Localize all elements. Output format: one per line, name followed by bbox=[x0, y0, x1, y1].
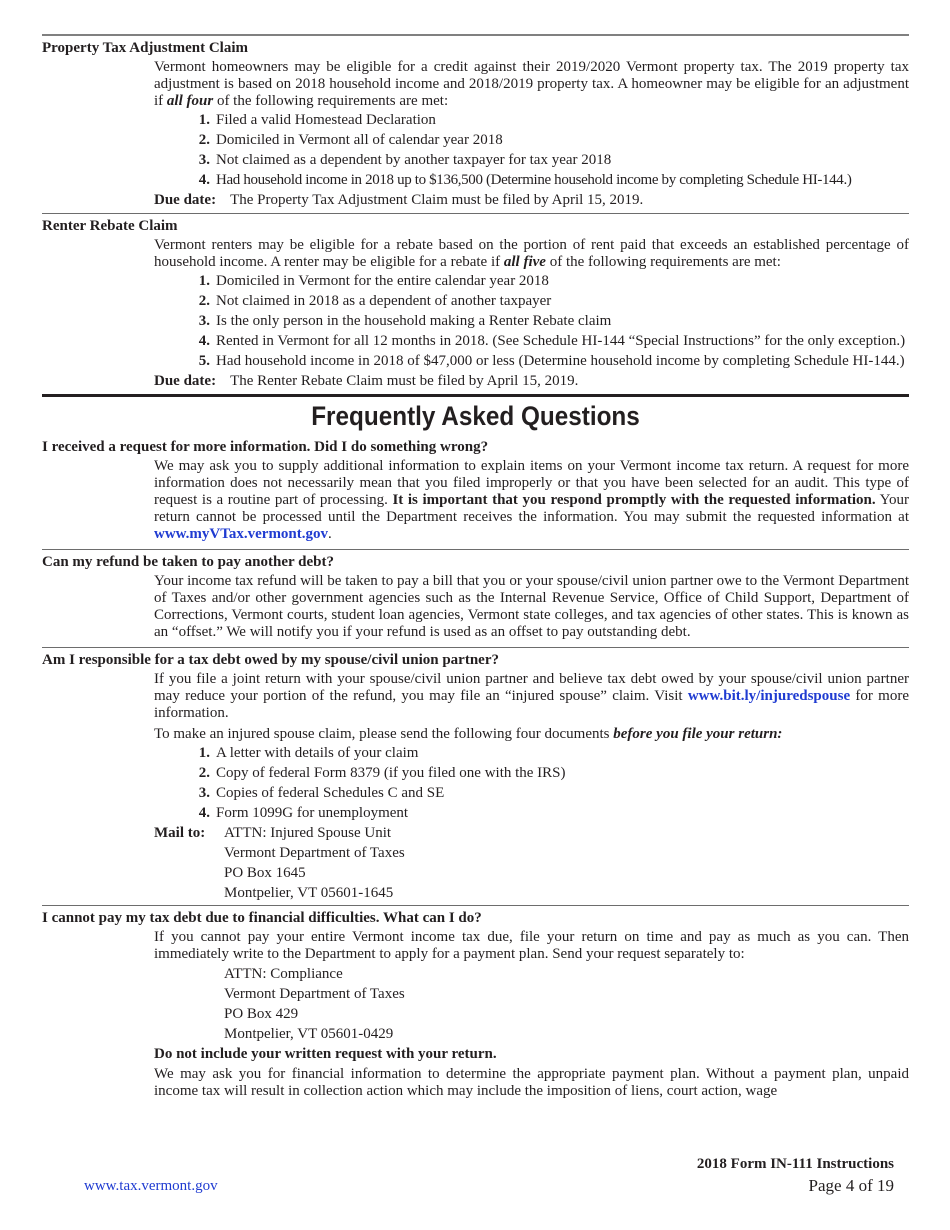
form-title: 2018 Form IN-111 Instructions bbox=[696, 1156, 894, 1172]
answer-text: If you file a joint return with your spouse/civil union partner and believe tax debt owed by your spouse/civil union partner may reduce your portion of the refund, you may file an “injured spouse” claim. Visit www.bit.ly/injuredspouse for more information. bbox=[154, 671, 909, 721]
list-item: 5. Had household income in 2018 of $47,000 or less (Determine household income by completing Schedule HI-144.) bbox=[198, 353, 905, 369]
ptac-due-date: Due date: The Property Tax Adjustment Claim must be filed by April 15, 2019. bbox=[154, 192, 644, 208]
heavy-divider bbox=[42, 394, 909, 397]
page-number: Page 4 of 19 bbox=[808, 1176, 894, 1195]
answer-text: If you cannot pay your entire Vermont income tax due, file your return on time and pay as much as you can. Then immediately write to the Department to apply for a payment plan. Send your request separately to: bbox=[154, 929, 909, 962]
list-item: 1. A letter with details of your claim bbox=[198, 745, 419, 761]
rrc-intro: Vermont renters may be eligible for a rebate based on the portion of rent paid that exceeds an established percentage of household income. A renter may be eligible for a rebate if all five of the following requirements are met: bbox=[154, 237, 909, 270]
injured-spouse-documents-list bbox=[154, 745, 909, 822]
faq-title: Frequently Asked Questions bbox=[311, 401, 640, 431]
answer-text: Your income tax refund will be taken to pay a bill that you or your spouse/civil union partner owe to the Vermont Department of Taxes and/or other government agencies such as the Internal Revenue Service, Office of Child Support, Department of Corrections, Vermont courts, student loan agencies, Vermont state colleges, and tax agencies of other states. This is known as an “offset.” We will notify you if your refund is used as an offset to pay outstanding debt. bbox=[154, 573, 909, 640]
website-link[interactable]: www.tax.vermont.gov bbox=[84, 1178, 218, 1194]
list-item: 4. Rented in Vermont for all 12 months in 2018. (See Schedule HI-144 “Special Instructions” for the only exception.) bbox=[198, 333, 906, 349]
list-item: 4. Had household income in 2018 up to $136,500 (Determine household income by completing Schedule HI-144.) bbox=[198, 172, 852, 188]
answer-text: To make an injured spouse claim, please send the following four documents before you file your return: bbox=[154, 726, 783, 742]
faq-answer-refund-offset bbox=[154, 573, 909, 641]
faq-question-request-info: I received a request for more information. Did I do something wrong? bbox=[42, 439, 489, 455]
rrc-requirements-list bbox=[154, 273, 909, 370]
document-page bbox=[42, 34, 909, 1100]
ptac-intro: Vermont homeowners may be eligible for a credit against their 2019/2020 Vermont property tax. The 2019 property tax adjustment is based on 2018 household income and 2018/2019 property tax. A homeowner may be eligible for an adjustment if all four of the following requirements are met: bbox=[154, 59, 909, 109]
mailing-address: ATTN: Injured Spouse Unit Vermont Department of Taxes PO Box 1645 Montpelier, VT 05601-1645 bbox=[224, 825, 405, 901]
faq-question-payment-plan: I cannot pay my tax debt due to financial difficulties. What can I do? bbox=[42, 910, 482, 926]
list-item: 3. Is the only person in the household making a Renter Rebate claim bbox=[198, 313, 612, 329]
rrc-due-date: Due date: The Renter Rebate Claim must be filed by April 15, 2019. bbox=[154, 373, 579, 389]
answer-text: We may ask you to supply additional information to explain items on your Vermont income tax return. A request for more information does not necessarily mean that you filed improperly or that you have been selected for an audit. This type of request is a routine part of processing. It is important that you respond promptly with the requested information. Your return cannot be processed until the Department receives the information. You may submit the requested information at www.myVTax.vermont.gov. bbox=[154, 458, 910, 542]
mail-to-block: Mail to: ATTN: Injured Spouse Unit Vermont Department of Taxes PO Box 1645 Montpelier, VT 05601-1645 bbox=[154, 825, 405, 901]
divider bbox=[42, 647, 909, 648]
divider bbox=[42, 905, 909, 906]
top-rule bbox=[42, 34, 909, 36]
faq-answer-request-info bbox=[154, 458, 909, 543]
list-item: 4. Form 1099G for unemployment bbox=[198, 805, 409, 821]
list-item: 1. Filed a valid Homestead Declaration bbox=[198, 112, 436, 128]
warning-text: Do not include your written request with your return. bbox=[154, 1046, 497, 1062]
list-item: 2. Copy of federal Form 8379 (if you filed one with the IRS) bbox=[198, 765, 566, 781]
answer-text: We may ask you for financial information to determine the appropriate payment plan. Without a payment plan, unpaid income tax will result in collection action which may include the imposition of liens, court action, wage bbox=[154, 1066, 909, 1099]
faq-answer-spouse-debt bbox=[154, 671, 909, 902]
myvtax-link[interactable]: www.myVTax.vermont.gov bbox=[154, 526, 329, 542]
faq-answer-payment-plan bbox=[154, 929, 909, 1100]
ptac-requirements-list bbox=[154, 112, 909, 189]
list-item: 2. Not claimed in 2018 as a dependent of another taxpayer bbox=[198, 293, 552, 309]
ptac-body bbox=[154, 59, 909, 209]
divider bbox=[42, 549, 909, 550]
list-item: 3. Not claimed as a dependent by another taxpayer for tax year 2018 bbox=[198, 152, 612, 168]
faq-question-spouse-debt: Am I responsible for a tax debt owed by my spouse/civil union partner? bbox=[42, 652, 499, 668]
divider bbox=[42, 213, 909, 214]
list-item: 2. Domiciled in Vermont all of calendar year 2018 bbox=[198, 132, 503, 148]
list-item: 3. Copies of federal Schedules C and SE bbox=[198, 785, 445, 801]
compliance-address: ATTN: Compliance Vermont Department of Taxes PO Box 429 Montpelier, VT 05601-0429 bbox=[224, 966, 405, 1042]
rrc-body bbox=[154, 237, 909, 390]
faq-question-refund-offset: Can my refund be taken to pay another debt? bbox=[42, 554, 334, 570]
injured-spouse-link[interactable]: www.bit.ly/injuredspouse bbox=[687, 688, 851, 704]
rrc-heading: Renter Rebate Claim bbox=[42, 218, 178, 234]
ptac-heading: Property Tax Adjustment Claim bbox=[42, 40, 248, 56]
list-item: 1. Domiciled in Vermont for the entire calendar year 2018 bbox=[198, 273, 549, 289]
